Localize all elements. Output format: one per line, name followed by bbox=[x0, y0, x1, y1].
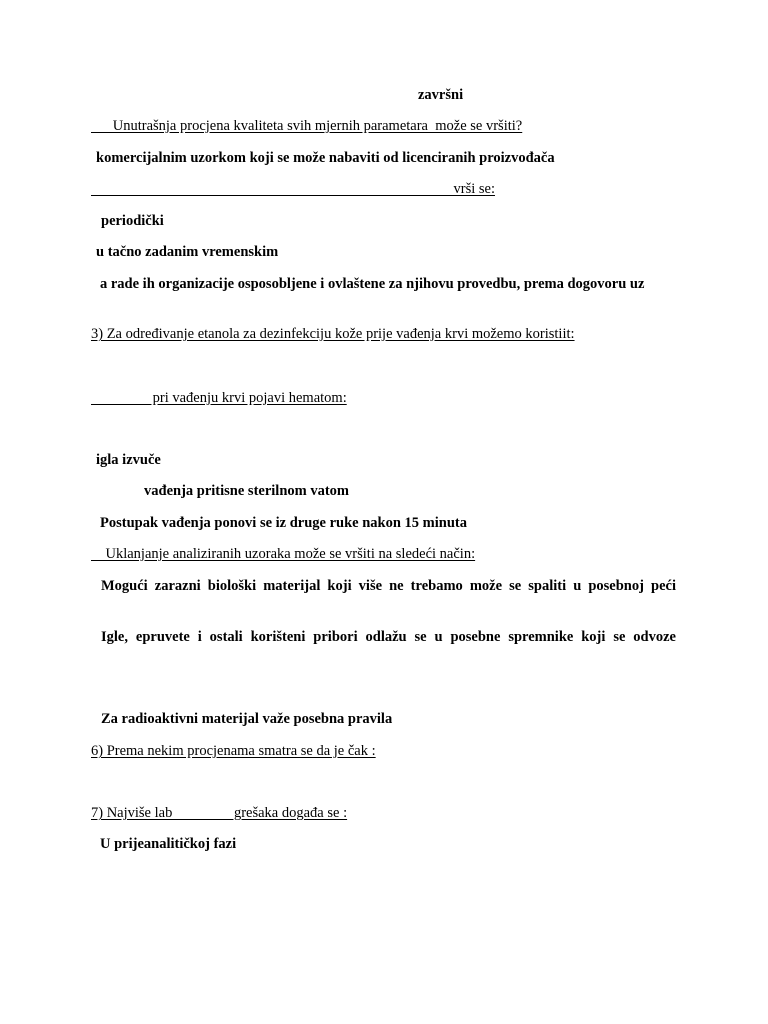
question-internal-quality: Unutrašnja procjena kvaliteta svih mjernih parametara može se vršiti? bbox=[91, 118, 523, 134]
answer-press-cotton: vađenja pritisne sterilnom vatom bbox=[144, 483, 349, 499]
answer-periodically: periodički bbox=[101, 213, 164, 229]
question-6-estimates: 6) Prema nekim procjenama smatra se da je čak : bbox=[91, 743, 376, 759]
answer-organizations: a rade ih organizacije osposobljene i ovlaštene za njihovu provedbu, prema dogovoru uz bbox=[100, 276, 645, 292]
answer-commercial-sample: komercijalnim uzorkom koji se može nabaviti od licenciranih proizvođača bbox=[96, 150, 555, 166]
question-performed: vrši se: bbox=[91, 181, 495, 197]
answer-needle-removed: igla izvuče bbox=[96, 452, 161, 468]
answer-needles-containers: Igle, epruvete i ostali korišteni pribori odlažu se u posebne spremnike koji se odvoze bbox=[101, 629, 676, 645]
question-7-lab-errors: 7) Najviše lab grešaka događa se : bbox=[91, 805, 348, 821]
answer-radioactive: Za radioaktivni materijal važe posebna pravila bbox=[101, 711, 393, 727]
question-hematoma: pri vađenju krvi pojavi hematom: bbox=[91, 390, 347, 406]
answer-incinerate: Mogući zarazni biološki materijal koji više ne trebamo može se spaliti u posebnoj peći bbox=[101, 578, 676, 594]
question-sample-disposal: Uklanjanje analiziranih uzoraka može se vršiti na sledeći način: bbox=[91, 546, 476, 562]
answer-exact-time: u tačno zadanim vremenskim bbox=[96, 244, 279, 260]
answer-preanalytical: U prijeanalitičkoj fazi bbox=[100, 836, 237, 852]
heading-zavrsni: završni bbox=[418, 87, 464, 103]
question-3-ethanol: 3) Za određivanje etanola za dezinfekciju kože prije vađenja krvi možemo koristiit: bbox=[91, 326, 575, 342]
answer-repeat-procedure: Postupak vađenja ponovi se iz druge ruke nakon 15 minuta bbox=[100, 515, 467, 531]
